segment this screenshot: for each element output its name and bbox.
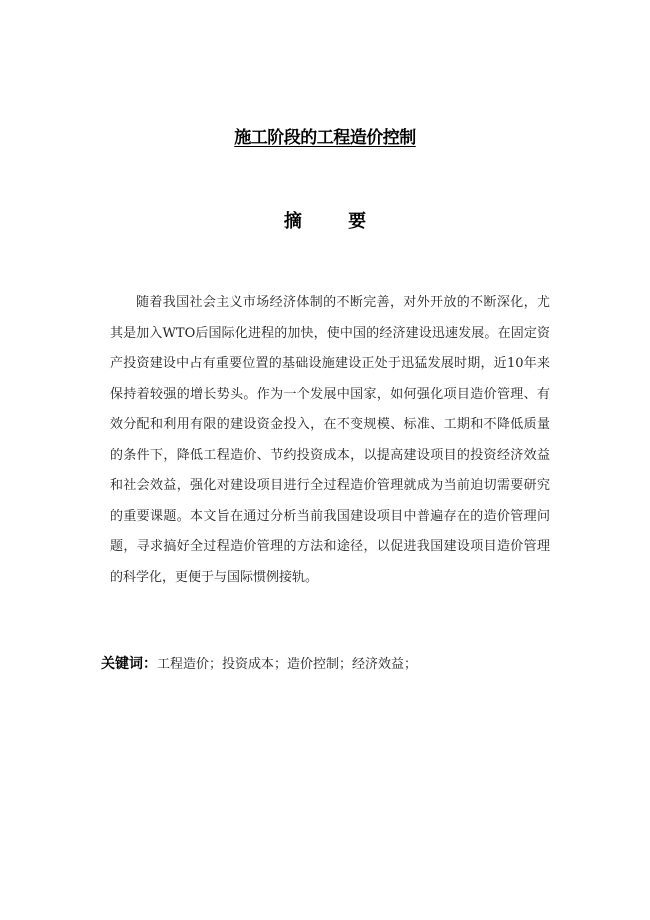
keywords-line [101,652,561,677]
keywords-label: 关键词： [101,656,157,672]
keywords-value: 工程造价；投资成本；造价控制；经济效益； [157,657,418,672]
abstract-heading: 摘 要 [283,211,387,232]
abstract-paragraph: 随着我国社会主义市场经济体制的不断完善，对外开放的不断深化，尤其是加入WTO后国际化进程的加快，使中国的经济建设迅速发展。在固定资产投资建设中占有重要位置的基础设施建设正处于迅猛发展时期，近10年来保持着较强的增长势头。作为一个发展中国家，如何强化项目造价管理、有效分配和利用有限的建设资金投入，在不变规模、标准、工期和不降低质量的条件下，降低工程造价、节约投资成本，以提高建设项目的投资经济效益和社会效益，强化对建设项目进行全过程造价管理就成为当前迫切需要研究的重要课题。本文旨在通过分析当前我国建设项目中普遍存在的造价管理问题，寻求搞好全过程造价管理的方法和途径，以促进我国建设项目造价管理的科学化，更便于与国际惯例接轨。 [110,295,550,585]
document-title: 施工阶段的工程造价控制 [234,128,416,148]
